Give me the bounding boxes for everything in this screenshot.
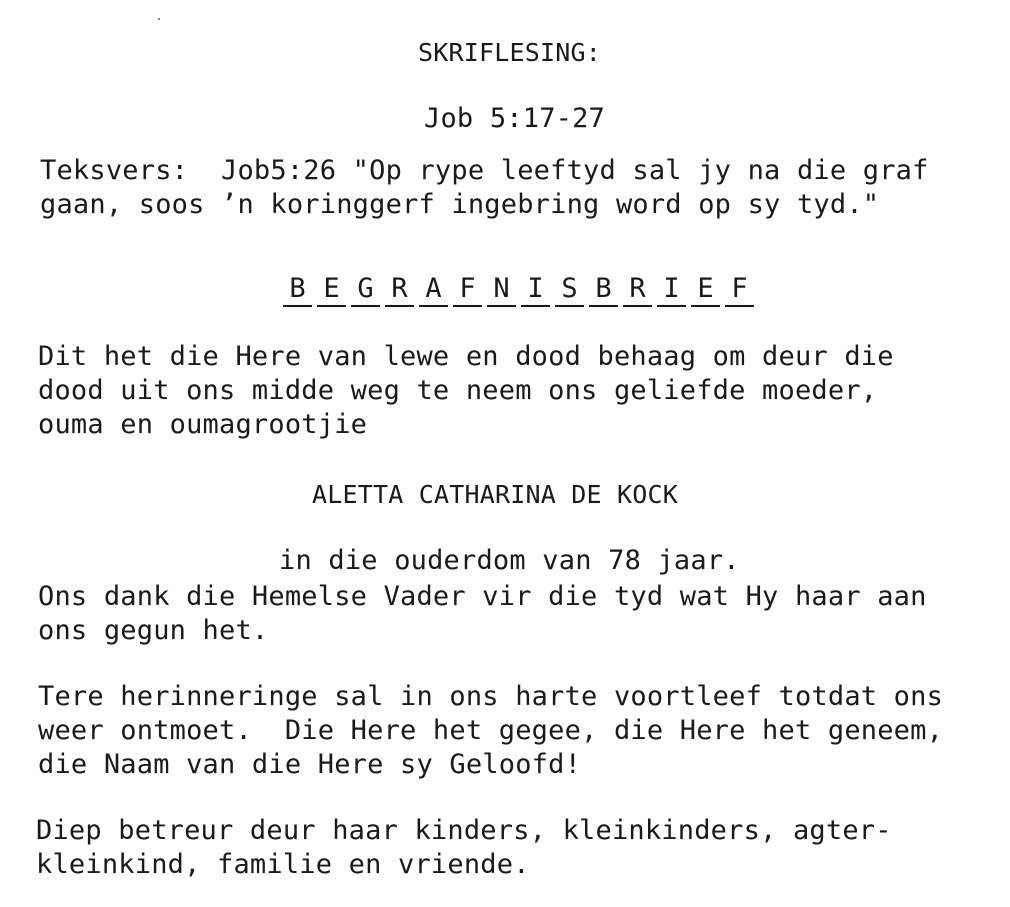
paragraph-4-line-1: Diep betreur deur haar kinders, kleinkinders, agter- xyxy=(36,815,892,846)
text-verse-line-2: gaan, soos ’n koringgerf ingebring word op sy tyd." xyxy=(40,189,880,220)
title-letter: N xyxy=(487,274,516,307)
title-letter: R xyxy=(385,274,414,307)
document-title xyxy=(283,272,759,307)
title-letter: A xyxy=(419,274,448,307)
paper-speck xyxy=(158,18,160,20)
title-letter: E xyxy=(317,274,346,307)
title-letter: F xyxy=(453,274,482,307)
text-verse-line-1: Teksvers: Job5:26 "Op rype leeftyd sal jy na die graf xyxy=(40,155,929,186)
paragraph-1-line-2: dood uit ons midde weg te neem ons geliefde moeder, xyxy=(38,375,878,406)
reading-reference: Job 5:17-27 xyxy=(424,103,606,134)
title-letter: F xyxy=(725,274,754,307)
paragraph-1-line-3: ouma en oumagrootjie xyxy=(38,409,368,440)
title-letter: E xyxy=(691,274,720,307)
deceased-name: ALETTA CATHARINA DE KOCK xyxy=(312,480,679,509)
paragraph-3-line-1: Tere herinneringe sal in ons harte voortleef totdat ons xyxy=(38,681,944,712)
title-letter: B xyxy=(589,274,618,307)
title-letter: R xyxy=(623,274,652,307)
title-letter: S xyxy=(555,274,584,307)
paragraph-1-line-1: Dit het die Here van lewe en dood behaag om deur die xyxy=(38,341,894,372)
title-letter: G xyxy=(351,274,380,307)
title-letter: I xyxy=(657,274,686,307)
paragraph-4-line-2: kleinkind, familie en vriende. xyxy=(36,849,530,880)
title-letter: I xyxy=(521,274,550,307)
reading-heading: SKRIFLESING: xyxy=(418,38,602,67)
paragraph-3-line-3: die Naam van die Here sy Geloofd! xyxy=(38,749,582,780)
paragraph-2-line-2: ons gegun het. xyxy=(38,615,269,646)
paragraph-2-line-1: Ons dank die Hemelse Vader vir die tyd wat Hy haar aan xyxy=(38,581,927,612)
title-letter: B xyxy=(283,274,312,307)
age-line: in die ouderdom van 78 jaar. xyxy=(279,545,740,576)
paragraph-3-line-2: weer ontmoet. Die Here het gegee, die Here het geneem, xyxy=(38,715,944,746)
